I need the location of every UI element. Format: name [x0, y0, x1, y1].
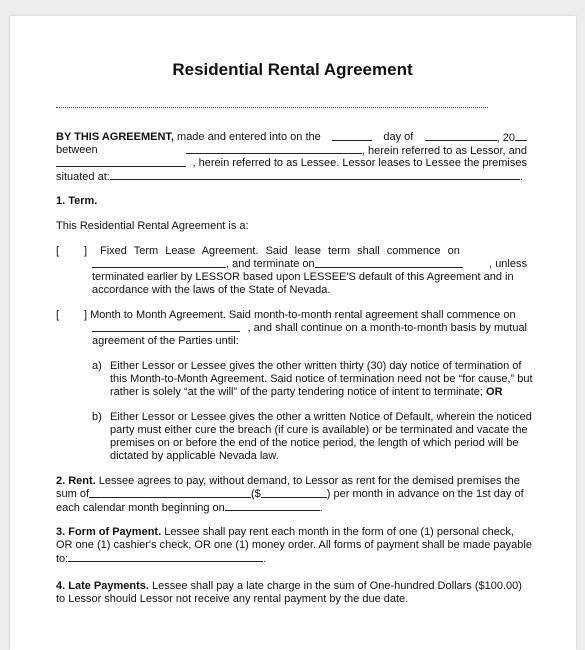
clause-b-line-4: dictated by applicable Nevada law. [110, 450, 279, 462]
premises-address-blank[interactable] [110, 170, 520, 180]
rent-line-3: each calendar month beginning on . [56, 502, 323, 514]
fixed-term-checkbox-open[interactable]: [ [56, 245, 60, 257]
fixed-term-line-4: accordance with the laws of the State of Nevada. [92, 284, 331, 296]
payee-blank[interactable] [68, 552, 263, 562]
clause-a-line-3: rather is solely “at the will” of the party tendering notice of intent to terminate; OR [110, 386, 503, 398]
title-divider [56, 107, 488, 108]
payment-line-3: to: . [56, 553, 267, 565]
intro-line-3: , herein referred to as Lessee. Lessor leases to Lessee the premises [56, 157, 527, 170]
fixed-term-checkbox-close[interactable]: ] [84, 245, 88, 257]
monthly-line-2: , and shall continue on a month-to-month basis by mutual [92, 322, 527, 335]
term-lead: This Residential Rental Agreement is a: [56, 220, 249, 232]
rent-line-2: sum of ($ ) per month in advance on the 1st day of [56, 488, 524, 500]
lessor-name-blank[interactable] [186, 144, 362, 154]
late-line-2: to Lessor should Lessor not receive any rental payment by the due date. [56, 593, 409, 605]
intro-line-4: situated at: . [56, 171, 523, 183]
year-blank[interactable] [515, 131, 527, 141]
document-title: Residential Rental Agreement [172, 60, 413, 79]
monthly-start-blank[interactable] [92, 322, 240, 332]
rent-begin-date-blank[interactable] [225, 501, 320, 511]
clause-b-line-1: Either Lessor or Lessee gives the other a written Notice of Default, wherein the noticed [110, 411, 532, 423]
term-heading: 1. Term. [56, 195, 98, 207]
intro-line-2: between , herein referred to as Lessor, and [56, 144, 527, 157]
clause-b-line-3: premises on or before the end of the notice period, the length of which period will be [110, 437, 519, 449]
fixed-start-blank[interactable] [92, 258, 226, 268]
intro-line-1: BY THIS AGREEMENT, made and entered into on the day of , 20 [56, 131, 527, 145]
monthly-line-1: ] Month to Month Agreement. Said month-to-month rental agreement shall commence on [84, 309, 516, 321]
clause-a-line-2: this Month-to-Month Agreement. Said notice of termination need not be “for cause,” but [110, 373, 533, 385]
month-to-month-checkbox-open[interactable]: [ [56, 309, 60, 321]
payment-line-2: OR one (1) cashier's check, OR one (1) money order. All forms of payment shall be made payable [56, 539, 532, 551]
lessee-name-blank[interactable] [56, 157, 186, 167]
late-line-1: 4. Late Payments. Lessee shall pay a late charge in the sum of One-hundred Dollars ($100.00) [56, 580, 522, 592]
clause-b-line-2: party must either cure the breach (if cure is available) or be terminated and vacate the [110, 424, 528, 436]
fixed-term-line-1: Fixed Term Lease Agreement. Said lease term shall commence on [100, 245, 460, 257]
clause-b-label: b) [92, 411, 102, 423]
monthly-line-3: agreement of the Parties until: [92, 335, 239, 347]
rent-words-blank[interactable] [89, 488, 251, 498]
clause-a-line-1: Either Lessor or Lessee gives the other written thirty (30) day notice of termination of [110, 360, 522, 372]
fixed-end-blank[interactable] [315, 258, 463, 268]
month-blank[interactable] [425, 131, 497, 141]
fixed-term-line-3: terminated earlier by LESSOR based upon LESSEE'S default of this Agreement and in [92, 271, 514, 283]
fixed-term-line-2: , and terminate on , unless [92, 258, 527, 271]
day-blank[interactable] [332, 131, 372, 141]
rent-amount-blank[interactable] [261, 488, 327, 498]
rent-line-1: 2. Rent. Lessee agrees to pay, without demand, to Lessor as rent for the demised premises the [56, 475, 520, 487]
payment-line-1: 3. Form of Payment. Lessee shall pay rent each month in the form of one (1) personal check, [56, 526, 514, 538]
clause-a-label: a) [92, 360, 102, 372]
